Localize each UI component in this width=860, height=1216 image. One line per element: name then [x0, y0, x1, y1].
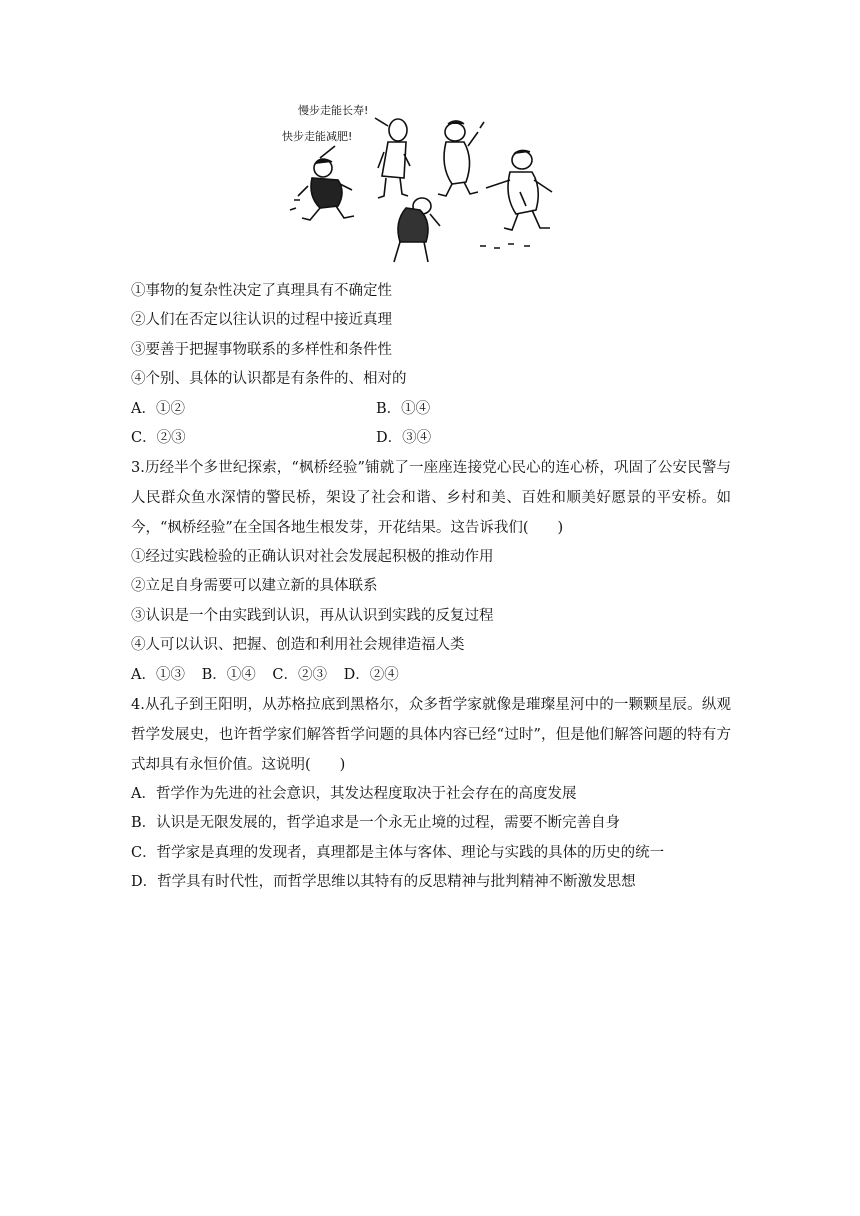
- person-middle: [378, 119, 410, 198]
- q3-option-d[interactable]: D．②④: [343, 667, 399, 683]
- speech-slow: 慢步走能长寿!: [298, 104, 369, 117]
- q3-option-b[interactable]: B．①④: [201, 667, 256, 683]
- person-right: [486, 150, 552, 230]
- q4-option-c[interactable]: C．哲学家是真理的发现者，真理都是主体与客体、理论与实践的具体的历史的统一: [131, 845, 665, 861]
- q3-statement-4: ④人可以认识、把握、创造和利用社会规律造福人类: [131, 637, 465, 653]
- speech-fast: 快步走能减肥!: [282, 130, 353, 143]
- cartoon-illustration: [280, 96, 570, 268]
- q2-option-c[interactable]: C．②③: [131, 430, 186, 446]
- q2-option-a[interactable]: A．①②: [131, 401, 185, 417]
- q4-option-b[interactable]: B．认识是无限发展的，哲学追求是一个永无止境的过程，需要不断完善自身: [131, 815, 621, 831]
- q3-statement-1: ①经过实践检验的正确认识对社会发展起积极的推动作用: [131, 549, 494, 565]
- q3-options: [131, 665, 731, 685]
- q3-option-c[interactable]: C．②③: [272, 667, 327, 683]
- person-bending: [394, 198, 440, 262]
- q3-stem: 3.历经半个多世纪探索，“枫桥经验”铺就了一座座连接党心民心的连心桥，巩固了公安民警与人民群众鱼水深情的警民桥，架设了社会和谐、乡村和美、百姓和顺美好愿景的平安桥。如今，“枫桥经验”在全国各地生根发芽，开花结果。这告诉我们( ): [131, 460, 731, 536]
- q2-statement-4: ④个别、具体的认识都是有条件的、相对的: [131, 371, 407, 387]
- q2-statement-1: ①事物的复杂性决定了真理具有不确定性: [131, 283, 392, 299]
- q4-option-d[interactable]: D．哲学具有时代性，而哲学思维以其特有的反思精神与批判精神不断激发思想: [131, 874, 636, 890]
- q4-option-a[interactable]: A．哲学作为先进的社会意识，其发达程度取决于社会存在的高度发展: [131, 786, 577, 802]
- q2-statement-2: ②人们在否定以往认识的过程中接近真理: [131, 312, 392, 328]
- q3-option-a[interactable]: A．①③: [131, 667, 185, 683]
- q2-option-b[interactable]: B．①④: [376, 401, 431, 417]
- q3-statement-3: ③认识是一个由实践到认识，再从认识到实践的反复过程: [131, 608, 494, 624]
- person-gesture: [438, 121, 484, 196]
- q2-option-d[interactable]: D．③④: [376, 430, 432, 446]
- q2-statement-3: ③要善于把握事物联系的多样性和条件性: [131, 342, 392, 358]
- person-left: [298, 159, 354, 220]
- q4-stem: 4.从孔子到王阳明，从苏格拉底到黑格尔，众多哲学家就像是璀璨星河中的一颗颗星辰。纵观哲学发展史，也许哲学家们解答哲学问题的具体内容已经“过时”，但是他们解答问题的特有方式却具有永恒价值。这说明( ): [131, 697, 731, 773]
- q3-statement-2: ②立足自身需要可以建立新的具体联系: [131, 578, 378, 594]
- walking-people-cartoon: [280, 96, 570, 268]
